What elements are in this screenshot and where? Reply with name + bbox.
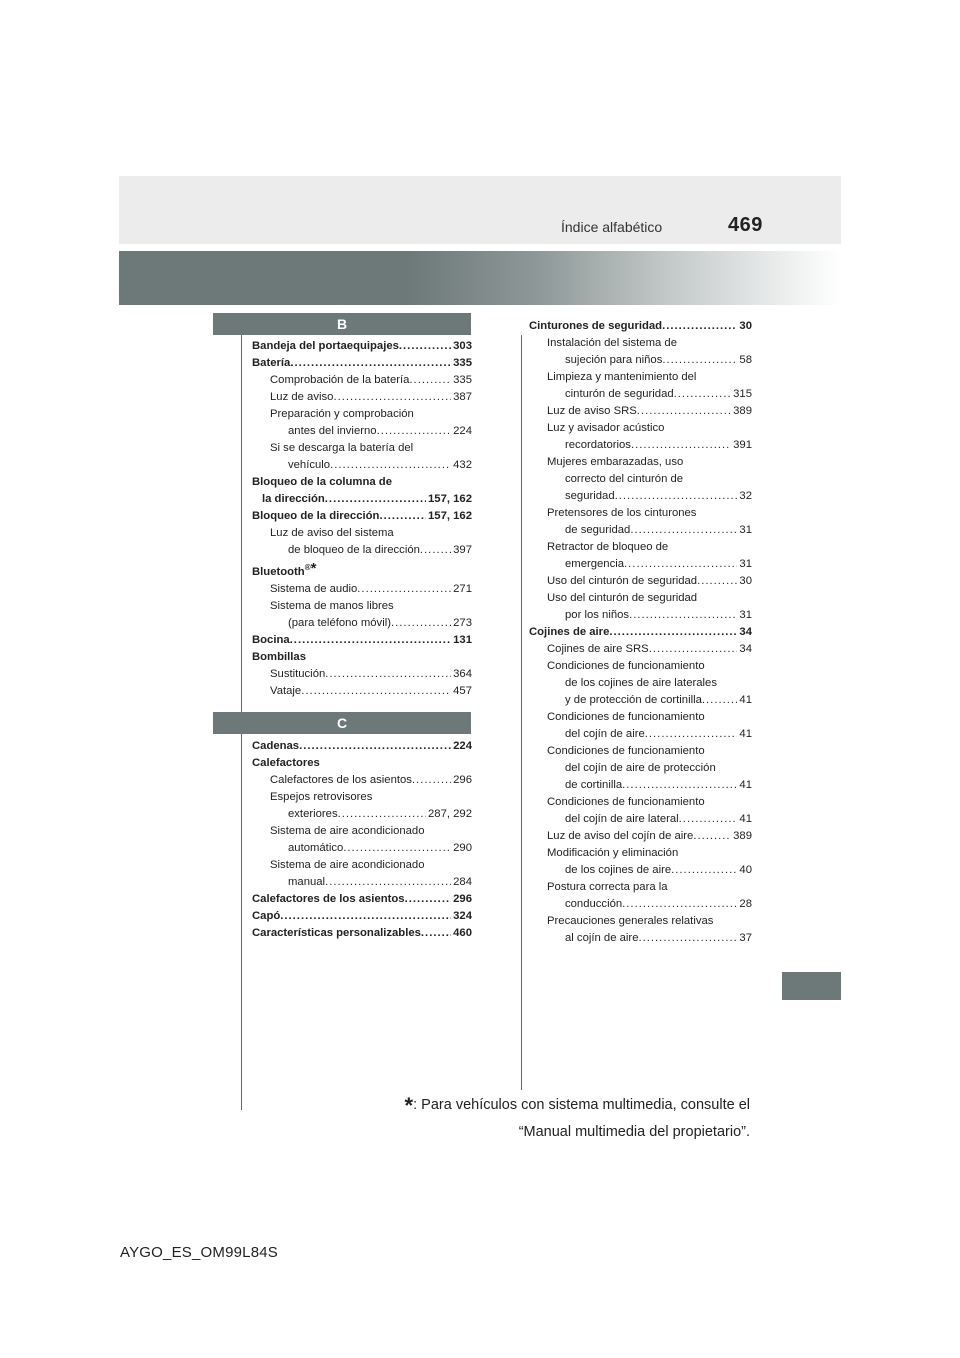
leader-dots bbox=[290, 632, 451, 649]
entry-page: 41 bbox=[739, 728, 752, 740]
entry-page: 157, 162 bbox=[428, 510, 472, 522]
entry-label: Cinturones de seguridad bbox=[529, 320, 663, 332]
entry-label: la dirección bbox=[262, 493, 325, 505]
leader-dots bbox=[325, 666, 451, 683]
index-entry bbox=[252, 666, 472, 683]
leader-dots bbox=[333, 389, 451, 406]
index-entry: correcto del cinturón de bbox=[565, 473, 684, 485]
entry-label: Sistema de audio bbox=[270, 582, 358, 595]
leader-dots bbox=[637, 403, 731, 420]
entry-label: manual bbox=[288, 876, 326, 888]
footnote-line1: : Para vehículos con sistema multimedia, consulte el bbox=[413, 1097, 750, 1113]
index-entry: Uso del cinturón de seguridad bbox=[547, 592, 698, 604]
leader-dots bbox=[624, 556, 737, 573]
leader-dots bbox=[330, 457, 451, 474]
entry-page: 397 bbox=[453, 544, 472, 556]
entry-page: 224 bbox=[453, 425, 472, 437]
index-entry: Sistema de aire acondicionado bbox=[270, 825, 425, 837]
section-letter-b: B bbox=[213, 313, 471, 335]
index-entry bbox=[529, 488, 752, 505]
entry-page: 30 bbox=[739, 575, 752, 587]
entry-label: Uso del cinturón de seguridad bbox=[547, 575, 698, 587]
index-entry: Condiciones de funcionamiento bbox=[547, 796, 705, 808]
index-entry bbox=[252, 874, 472, 891]
index-entry bbox=[252, 738, 472, 755]
column-divider-middle bbox=[521, 335, 522, 1090]
entry-label: Batería bbox=[252, 357, 291, 369]
entry-label: Bluetooth bbox=[252, 565, 305, 578]
entry-label: antes del invierno bbox=[288, 425, 377, 437]
index-entry bbox=[252, 891, 472, 908]
entry-label: seguridad bbox=[565, 490, 615, 502]
index-entry: Modificación y eliminación bbox=[547, 847, 679, 859]
leader-dots bbox=[679, 811, 738, 828]
entry-page: 31 bbox=[739, 558, 752, 570]
index-entry bbox=[252, 908, 472, 925]
index-entry: Limpieza y mantenimiento del bbox=[547, 371, 697, 383]
index-entry: Condiciones de funcionamiento bbox=[547, 711, 705, 723]
entry-label: cinturón de seguridad bbox=[565, 388, 674, 400]
index-entry: Precauciones generales relativas bbox=[547, 915, 714, 927]
leader-dots bbox=[697, 573, 737, 590]
leader-dots bbox=[399, 338, 451, 355]
index-entry bbox=[252, 423, 472, 440]
leader-dots bbox=[343, 840, 451, 857]
index-entry bbox=[529, 522, 752, 539]
entry-label: exteriores bbox=[288, 808, 338, 820]
leader-dots bbox=[412, 772, 451, 789]
page-title: Índice alfabético bbox=[561, 219, 663, 235]
index-entry bbox=[529, 607, 752, 624]
entry-label: del cojín de aire bbox=[565, 728, 645, 740]
leader-dots bbox=[693, 828, 731, 845]
index-entry bbox=[252, 615, 472, 632]
index-entry bbox=[529, 811, 752, 828]
entry-label: Bandeja del portaequipajes bbox=[252, 340, 399, 352]
entry-page: 284 bbox=[453, 876, 472, 888]
leader-dots bbox=[631, 437, 731, 454]
entry-page: 387 bbox=[453, 391, 472, 403]
index-entry bbox=[252, 925, 472, 942]
entry-page: 41 bbox=[739, 813, 752, 825]
leader-dots bbox=[290, 355, 451, 372]
leader-dots bbox=[630, 522, 737, 539]
index-entry bbox=[252, 355, 472, 372]
leader-dots bbox=[409, 372, 451, 389]
index-entry bbox=[252, 372, 472, 389]
index-entry bbox=[252, 632, 472, 649]
leader-dots bbox=[629, 607, 737, 624]
index-entry bbox=[529, 692, 752, 709]
entry-page: 28 bbox=[739, 898, 752, 910]
footnote-star-marker: * bbox=[310, 559, 317, 577]
entry-label: emergencia bbox=[565, 558, 625, 570]
entry-label: Bocina bbox=[252, 633, 290, 646]
page-number: 469 bbox=[728, 214, 763, 236]
entry-page: 315 bbox=[733, 388, 752, 400]
section-letter-c: C bbox=[213, 712, 471, 734]
leader-dots bbox=[671, 862, 737, 879]
index-entry: Bombillas bbox=[252, 650, 306, 663]
index-entry bbox=[529, 573, 752, 590]
index-entry: Sistema de aire acondicionado bbox=[270, 859, 425, 871]
entry-label: recordatorios bbox=[565, 439, 631, 451]
footnote-star: * bbox=[404, 1093, 414, 1118]
footnote bbox=[380, 1092, 750, 1145]
entry-page: 224 bbox=[453, 740, 472, 752]
leader-dots bbox=[662, 352, 737, 369]
index-entry bbox=[252, 840, 472, 857]
index-entry: Condiciones de funcionamiento bbox=[547, 660, 705, 672]
entry-page: 157, 162 bbox=[428, 493, 472, 505]
index-entry bbox=[529, 777, 752, 794]
index-entry bbox=[529, 352, 752, 369]
index-entry bbox=[252, 806, 472, 823]
leader-dots bbox=[645, 726, 738, 743]
entry-page: 30 bbox=[739, 320, 752, 332]
entry-label: al cojín de aire bbox=[565, 932, 639, 944]
index-entry: Mujeres embarazadas, uso bbox=[547, 456, 684, 468]
index-entry: Preparación y comprobación bbox=[270, 408, 414, 420]
entry-label: Vataje bbox=[270, 684, 302, 697]
index-entry: del cojín de aire de protección bbox=[565, 762, 716, 774]
entry-label: (para teléfono móvil) bbox=[288, 616, 391, 629]
entry-page: 460 bbox=[453, 927, 472, 939]
leader-dots bbox=[325, 491, 426, 508]
entry-page: 41 bbox=[739, 694, 752, 706]
leader-dots bbox=[649, 641, 738, 658]
leader-dots bbox=[622, 777, 737, 794]
entry-page: 34 bbox=[739, 626, 752, 638]
footnote-line2: “Manual multimedia del propietario”. bbox=[518, 1124, 750, 1140]
entry-page: 296 bbox=[453, 774, 472, 786]
leader-dots bbox=[338, 806, 426, 823]
entry-page: 389 bbox=[733, 405, 752, 417]
entry-page: 32 bbox=[739, 490, 752, 502]
entry-page: 391 bbox=[733, 439, 752, 451]
entry-label: Luz de aviso del cojín de aire bbox=[547, 830, 694, 842]
index-entry bbox=[252, 772, 472, 789]
entry-label: de los cojines de aire bbox=[565, 864, 672, 876]
entry-page: 296 bbox=[453, 893, 472, 905]
index-entry bbox=[252, 389, 472, 406]
leader-dots bbox=[638, 930, 737, 947]
index-entry bbox=[529, 403, 752, 420]
leader-dots bbox=[622, 896, 737, 913]
index-entry bbox=[529, 641, 752, 658]
index-entry: Condiciones de funcionamiento bbox=[547, 745, 705, 757]
leader-dots bbox=[674, 386, 731, 403]
entry-page: 41 bbox=[739, 779, 752, 791]
leader-dots bbox=[662, 318, 737, 335]
entry-label: Bloqueo de la dirección bbox=[252, 510, 380, 522]
index-entry bbox=[252, 491, 472, 508]
entry-page: 290 bbox=[453, 842, 472, 854]
entry-label: por los niños bbox=[565, 609, 630, 621]
index-entry: Pretensores de los cinturones bbox=[547, 507, 697, 519]
leader-dots bbox=[377, 423, 452, 440]
entry-label: Luz de aviso SRS bbox=[547, 405, 637, 417]
registered-mark: ® bbox=[304, 563, 311, 572]
index-entry bbox=[529, 437, 752, 454]
entry-page: 335 bbox=[453, 357, 472, 369]
index-entry bbox=[252, 457, 472, 474]
index-entry bbox=[252, 683, 472, 700]
index-entry: Si se descarga la batería del bbox=[270, 442, 414, 454]
entry-label: automático bbox=[288, 842, 344, 854]
index-entry: Calefactores bbox=[252, 757, 320, 769]
index-entry: Instalación del sistema de bbox=[547, 337, 677, 349]
index-entry: de los cojines de aire laterales bbox=[565, 677, 717, 689]
leader-dots bbox=[357, 581, 451, 598]
leader-dots bbox=[325, 874, 451, 891]
entry-page: 31 bbox=[739, 524, 752, 536]
entry-label: Capó bbox=[252, 910, 281, 922]
decorative-gradient-bar bbox=[119, 251, 841, 305]
entry-label: de bloqueo de la dirección bbox=[288, 544, 420, 556]
leader-dots bbox=[301, 683, 451, 700]
index-entry bbox=[529, 828, 752, 845]
entry-label: conducción bbox=[565, 898, 623, 910]
index-entry bbox=[529, 624, 752, 641]
entry-page: 131 bbox=[453, 633, 472, 646]
index-entry: Postura correcta para la bbox=[547, 881, 668, 893]
index-entry bbox=[529, 896, 752, 913]
entry-label: Sustitución bbox=[270, 667, 326, 680]
entry-page: 324 bbox=[453, 910, 472, 922]
entry-label: de seguridad bbox=[565, 524, 631, 536]
entry-page: 287, 292 bbox=[428, 808, 472, 820]
entry-page: 303 bbox=[453, 340, 472, 352]
index-entry: Sistema de manos libres bbox=[270, 599, 394, 612]
entry-label: Comprobación de la batería bbox=[270, 374, 410, 386]
leader-dots bbox=[609, 624, 737, 641]
entry-page: 40 bbox=[739, 864, 752, 876]
entry-page: 58 bbox=[739, 354, 752, 366]
entry-label: Calefactores de los asientos bbox=[252, 893, 405, 905]
entry-label: Cojines de aire SRS bbox=[547, 643, 649, 655]
leader-dots bbox=[615, 488, 738, 505]
index-entry bbox=[529, 726, 752, 743]
document-code: AYGO_ES_OM99L84S bbox=[120, 1244, 279, 1261]
entry-page: 31 bbox=[739, 609, 752, 621]
index-entry bbox=[252, 338, 472, 355]
index-entry bbox=[252, 559, 472, 581]
entry-page: 389 bbox=[733, 830, 752, 842]
index-entry bbox=[529, 930, 752, 947]
leader-dots bbox=[702, 692, 738, 709]
entry-page: 34 bbox=[739, 643, 752, 655]
entry-label: Cadenas bbox=[252, 740, 300, 752]
index-column-right bbox=[529, 318, 752, 947]
index-entry: Luz de aviso del sistema bbox=[270, 527, 394, 539]
index-entry bbox=[529, 386, 752, 403]
entry-page: 457 bbox=[453, 684, 472, 697]
index-entry: Retractor de bloqueo de bbox=[547, 541, 669, 553]
entry-page: 432 bbox=[453, 459, 472, 471]
index-entry: Luz y avisador acústico bbox=[547, 422, 665, 434]
entry-label: sujeción para niños bbox=[565, 354, 663, 366]
leader-dots bbox=[379, 508, 426, 525]
leader-dots bbox=[405, 891, 452, 908]
entry-label: Características personalizables bbox=[252, 927, 421, 939]
entry-label: Cojines de aire bbox=[529, 626, 610, 638]
entry-page: 37 bbox=[739, 932, 752, 944]
section-side-tab bbox=[782, 972, 841, 1000]
leader-dots bbox=[299, 738, 451, 755]
index-entry: Bloqueo de la columna de bbox=[252, 476, 392, 488]
entry-label: vehículo bbox=[288, 459, 331, 471]
entry-label: y de protección de cortinilla bbox=[565, 694, 702, 706]
index-entry bbox=[252, 581, 472, 598]
entry-label: de cortinilla bbox=[565, 779, 623, 791]
leader-dots bbox=[421, 925, 451, 942]
entry-page: 335 bbox=[453, 374, 472, 386]
entry-page: 271 bbox=[453, 582, 472, 595]
index-entry: Espejos retrovisores bbox=[270, 791, 373, 803]
entry-label: Calefactores de los asientos bbox=[270, 774, 412, 786]
leader-dots bbox=[280, 908, 451, 925]
index-column-c bbox=[252, 738, 472, 942]
index-entry bbox=[252, 542, 472, 559]
index-column-b bbox=[252, 338, 472, 700]
entry-page: 273 bbox=[453, 616, 472, 629]
index-entry bbox=[529, 862, 752, 879]
entry-label: del cojín de aire lateral bbox=[565, 813, 679, 825]
leader-dots bbox=[420, 542, 451, 559]
index-entry bbox=[529, 556, 752, 573]
entry-label: Luz de aviso bbox=[270, 391, 334, 403]
index-entry bbox=[529, 318, 752, 335]
index-entry bbox=[252, 508, 472, 525]
leader-dots bbox=[391, 615, 451, 632]
entry-page: 364 bbox=[453, 667, 472, 680]
